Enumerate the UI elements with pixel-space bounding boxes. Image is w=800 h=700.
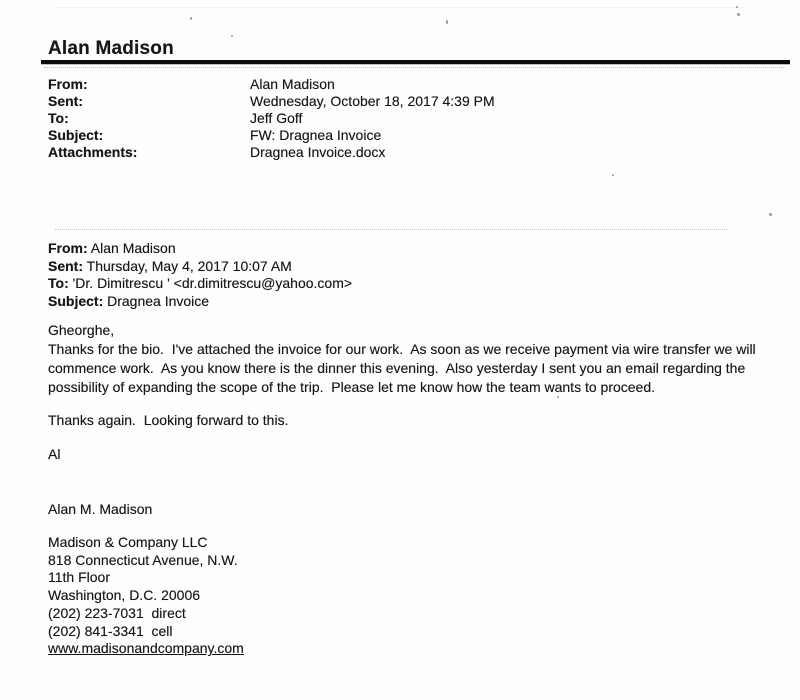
signer-name: Alan M. Madison: [48, 501, 153, 517]
subject-value: Dragnea Invoice: [103, 292, 210, 309]
page-title: Alan Madison: [48, 38, 174, 59]
scan-speck: [190, 17, 192, 20]
orig-row-from: [48, 240, 352, 258]
orig-row-sent: [48, 258, 352, 276]
phone-cell: (202) 841-3341 cell: [48, 622, 173, 639]
scan-speck: [769, 213, 772, 216]
scan-artifact-line: [55, 7, 745, 8]
from-value: Alan Madison: [87, 240, 176, 256]
title-divider-residue: [44, 67, 784, 68]
from-label: From:: [48, 240, 88, 256]
subject-label: Subject:: [48, 292, 104, 309]
sent-label: Sent:: [48, 257, 83, 274]
sent-value: Thursday, May 4, 2017 10:07 AM: [83, 257, 292, 274]
orig-row-to: [48, 275, 352, 293]
header-row-from: [48, 76, 495, 93]
greeting: Gheorghe,: [48, 322, 115, 338]
header-row-sent: [48, 93, 495, 110]
header-row-to: [48, 110, 495, 127]
subject-label: Subject:: [48, 127, 104, 143]
sent-value: Wednesday, October 18, 2017 4:39 PM: [250, 93, 495, 109]
header-row-attachments: [48, 144, 495, 161]
company-name: Madison & Company LLC: [48, 534, 208, 550]
orig-row-subject: [48, 293, 352, 311]
sent-label: Sent:: [48, 93, 83, 109]
scan-speck: [231, 35, 233, 37]
scan-speck: [736, 6, 738, 8]
subject-value: FW: Dragnea Invoice: [250, 127, 382, 143]
email-body: [48, 321, 768, 397]
forwarded-email-header: [48, 76, 495, 161]
section-separator: [55, 229, 727, 230]
from-value: Alan Madison: [250, 76, 335, 92]
phone-direct: (202) 223-7031 direct: [48, 604, 186, 621]
sign-off: Al: [48, 446, 61, 462]
scan-speck: [446, 20, 448, 24]
address-street: 818 Connecticut Avenue, N.W.: [48, 551, 238, 568]
attachments-label: Attachments:: [48, 144, 138, 160]
title-divider-rule: [41, 60, 790, 64]
body-line-3: possibility of expanding the scope of the trip. Please let me know how the team wants to proceed.: [48, 379, 656, 395]
original-email-header: [48, 240, 352, 310]
website-link[interactable]: www.madisonandcompany.com: [48, 640, 244, 657]
body-line-1: Thanks for the bio. I've attached the invoice for our work. As soon as we receive payment via wire transfer we will: [48, 341, 756, 357]
address-city: Washington, D.C. 20006: [48, 587, 201, 604]
body-line-2: commence work. As you know there is the dinner this evening. Also yesterday I sent you an email regarding the: [48, 360, 746, 376]
to-value: Jeff Goff: [250, 110, 303, 126]
header-row-subject: [48, 127, 495, 144]
address-floor: 11th Floor: [48, 569, 110, 586]
to-label: To:: [48, 275, 69, 291]
signature-block: [48, 534, 244, 658]
attachment-value: Dragnea Invoice.docx: [250, 144, 386, 160]
to-label: To:: [48, 110, 69, 126]
from-label: From:: [48, 76, 88, 92]
closing-line: Thanks again. Looking forward to this.: [48, 412, 289, 428]
to-value: 'Dr. Dimitrescu ' <dr.dimitrescu@yahoo.com>: [68, 275, 353, 291]
scan-speck: [737, 13, 740, 16]
scan-speck: [612, 174, 614, 176]
